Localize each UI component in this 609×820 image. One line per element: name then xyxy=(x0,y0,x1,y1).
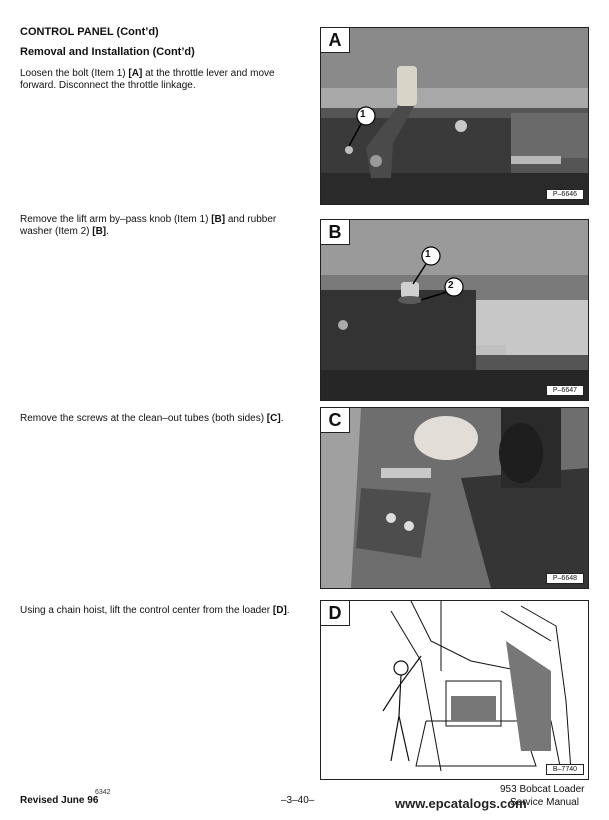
page-number: –3–40– xyxy=(281,795,315,806)
step-text-part: . xyxy=(286,605,290,616)
figure-d-illustration xyxy=(320,600,589,780)
subsection-title: Removal and Installation (Cont’d) xyxy=(20,46,195,58)
figure-c-photo xyxy=(320,407,589,589)
step-text-part: Remove the lift arm by–pass knob (Item 1) xyxy=(20,214,212,225)
step-text-part: Loosen the bolt (Item 1) xyxy=(20,68,129,79)
photo-code: P–6646 xyxy=(546,189,584,200)
figure-ref: [B] xyxy=(92,226,107,237)
figure-ref: [D] xyxy=(272,605,287,616)
step-text-part: and rubber washer (Item 2) xyxy=(20,214,277,237)
watermark-link[interactable]: www.epcatalogs.com xyxy=(395,796,527,811)
manual-model: 953 Bobcat Loader xyxy=(500,784,585,795)
step-text-part: at the throttle lever and move forward. Disconnect the throttle linkage. xyxy=(20,68,275,91)
figure-ref: [C] xyxy=(266,413,281,424)
photo-code: B–7740 xyxy=(546,764,584,775)
document-number-overlay: 6342 xyxy=(95,789,111,796)
step-text-part: Remove the screws at the clean–out tubes (both sides) xyxy=(20,413,267,424)
figure-letter: A xyxy=(321,28,350,53)
figure-letter: D xyxy=(321,601,350,626)
step-text-part: . xyxy=(280,413,284,424)
photo-code: P–6647 xyxy=(546,385,584,396)
figure-b-photo xyxy=(320,219,589,401)
clean-out-tubes-photo xyxy=(321,408,588,588)
figure-ref: [B] xyxy=(211,214,226,225)
figure-ref: [A] xyxy=(128,68,143,79)
callout-1: 1 xyxy=(425,249,431,260)
step-text-part: Using a chain hoist, lift the control center from the loader xyxy=(20,605,273,616)
step-2-text xyxy=(20,214,290,238)
figure-letter: B xyxy=(321,220,350,245)
callout-1: 1 xyxy=(360,109,366,120)
figure-a-photo xyxy=(320,27,589,205)
step-4-text xyxy=(20,605,290,617)
manual-type: Service Manual xyxy=(510,797,579,808)
chain-hoist-illustration xyxy=(321,601,588,779)
revision-date: Revised June 96 xyxy=(20,795,99,806)
callout-2: 2 xyxy=(448,280,454,291)
figure-letter: C xyxy=(321,408,350,433)
bypass-knob-photo xyxy=(321,220,588,400)
section-title: CONTROL PANEL (Cont’d) xyxy=(20,26,159,38)
step-text-part: . xyxy=(106,226,109,237)
step-1-text xyxy=(20,68,290,92)
photo-code: P–6648 xyxy=(546,573,584,584)
step-3-text xyxy=(20,413,290,425)
